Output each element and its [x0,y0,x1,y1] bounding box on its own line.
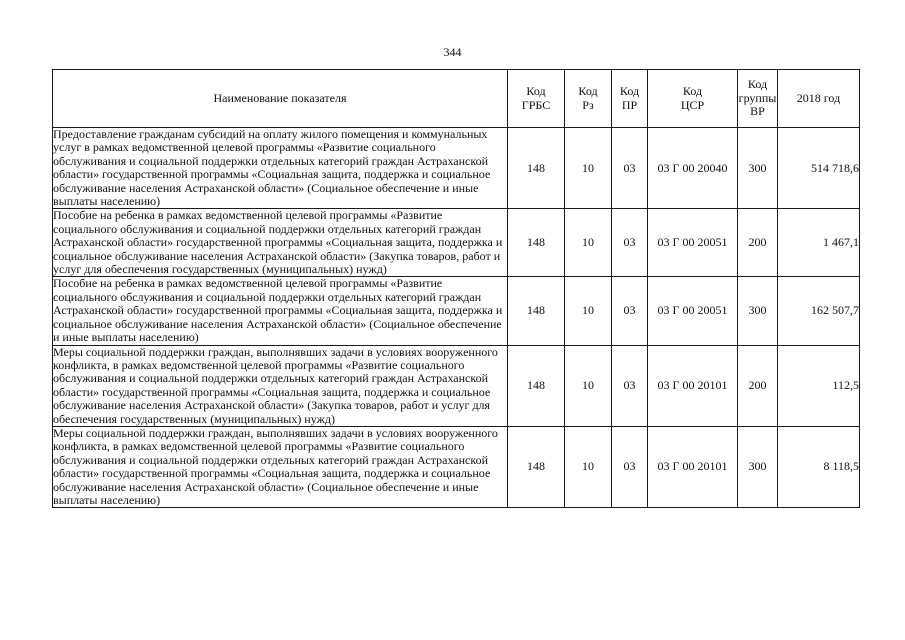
row-vr: 200 [738,345,778,426]
table-header-row [53,70,860,128]
row-name: Пособие на ребенка в рамках ведомственной целевой программы «Развитие социального обслуживания и социальной поддержки отдельных категорий граждан Астраханской области» государственной программы «Социальная защита, поддержка и социальное обслуживание населения Астраханской области» (Закупка товаров, работ и услуг для обеспечения государственных (муниципальных) нужд) [53,209,508,277]
row-sum: 162 507,7 [778,277,860,345]
row-name: Меры социальной поддержки граждан, выполнявших задачи в условиях вооруженного конфликта, в рамках ведомственной целевой программы «Развитие социального обслуживания и социальной поддержки отдельных категорий граждан Астраханской области» государственной программы «Социальная защита, поддержка и социальное обслуживание населения Астраханской области» (Социальное обеспечение и иные выплаты населению) [53,426,508,507]
header-pr: Код ПР [612,70,648,128]
row-csr: 03 Г 00 20051 [648,277,738,345]
row-rz: 10 [565,426,612,507]
row-name: Предоставление гражданам субсидий на оплату жилого помещения и коммунальных услуг в рамках ведомственной целевой программы «Развитие социального обслуживания и социальной поддержки отдельных категорий граждан Астраханской области» государственной программы «Социальная защита, поддержка и социальное обслуживание населения Астраханской области» (Социальное обеспечение и иные выплаты населению) [53,128,508,209]
row-rz: 10 [565,128,612,209]
header-rz: Код Рз [565,70,612,128]
row-vr: 200 [738,209,778,277]
row-grbs: 148 [508,345,565,426]
row-sum: 8 118,5 [778,426,860,507]
table-row [53,209,860,277]
budget-table [52,69,860,508]
row-pr: 03 [612,277,648,345]
row-vr: 300 [738,128,778,209]
row-sum: 1 467,1 [778,209,860,277]
row-pr: 03 [612,209,648,277]
row-rz: 10 [565,277,612,345]
header-grbs: Код ГРБС [508,70,565,128]
row-name: Пособие на ребенка в рамках ведомственной целевой программы «Развитие социального обслуживания и социальной поддержки отдельных категорий граждан Астраханской области» государственной программы «Социальная защита, поддержка и социальное обслуживание населения Астраханской области» (Социальное обеспечение и иные выплаты населению) [53,277,508,345]
row-rz: 10 [565,345,612,426]
row-vr: 300 [738,277,778,345]
row-pr: 03 [612,426,648,507]
row-csr: 03 Г 00 20101 [648,345,738,426]
row-rz: 10 [565,209,612,277]
row-vr: 300 [738,426,778,507]
row-csr: 03 Г 00 20101 [648,426,738,507]
header-year: 2018 год [778,70,860,128]
row-pr: 03 [612,128,648,209]
header-name: Наименование показателя [53,70,508,128]
row-grbs: 148 [508,277,565,345]
table-row [53,426,860,507]
row-sum: 514 718,6 [778,128,860,209]
page-number: 344 [443,45,462,59]
row-csr: 03 Г 00 20051 [648,209,738,277]
row-grbs: 148 [508,209,565,277]
table-row [53,345,860,426]
table-row [53,128,860,209]
row-grbs: 148 [508,128,565,209]
header-csr: Код ЦСР [648,70,738,128]
row-grbs: 148 [508,426,565,507]
row-name: Меры социальной поддержки граждан, выполнявших задачи в условиях вооруженного конфликта, в рамках ведомственной целевой программы «Развитие социального обслуживания и социальной поддержки отдельных категорий граждан Астраханской области» государственной программы «Социальная защита, поддержка и социальное обслуживание населения Астраханской области» (Закупка товаров, работ и услуг для обеспечения государственных (муниципальных) нужд) [53,345,508,426]
row-csr: 03 Г 00 20040 [648,128,738,209]
row-sum: 112,5 [778,345,860,426]
table-row [53,277,860,345]
row-pr: 03 [612,345,648,426]
header-vr: Код группы ВР [738,70,778,128]
